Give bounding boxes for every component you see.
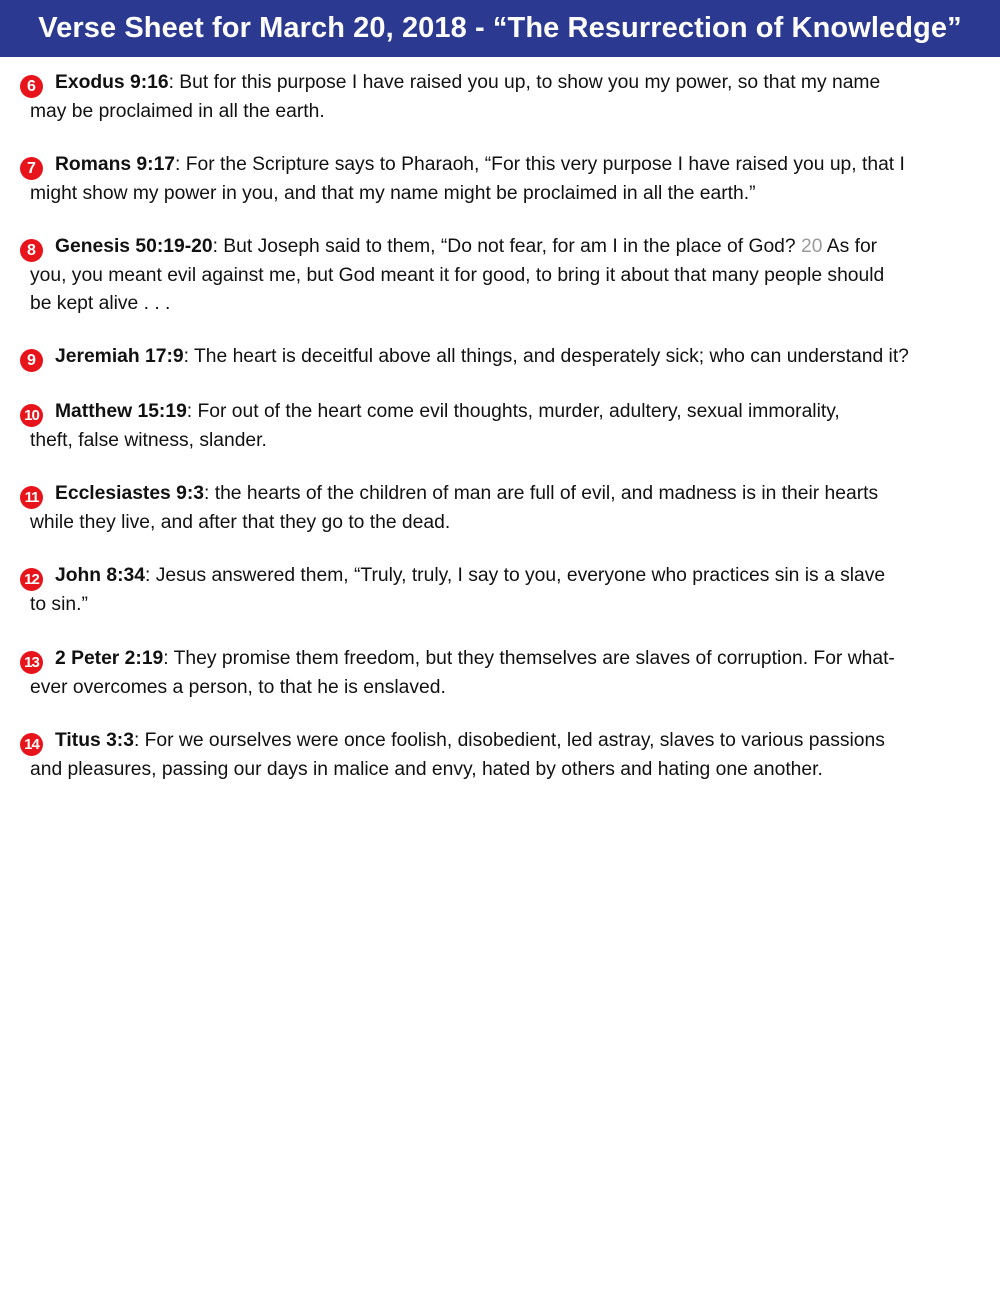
verse-text-continued: might show my power in you, and that my name might be proclaimed in all the earth.” bbox=[30, 183, 756, 204]
verse-text: As for bbox=[822, 236, 878, 257]
verse-reference: Jeremiah 17:9 bbox=[55, 346, 184, 367]
verse-text: : the hearts of the children of man are full of evil, and madness is in their hearts bbox=[204, 483, 879, 504]
verse-item bbox=[20, 343, 980, 372]
verse-reference: Titus 3:3 bbox=[55, 730, 134, 751]
verse-item bbox=[20, 645, 980, 702]
verse-item bbox=[20, 727, 980, 784]
inline-verse-number: 20 bbox=[800, 236, 823, 257]
verse-item bbox=[20, 480, 980, 537]
verse-text: : For we ourselves were once foolish, disobedient, led astray, slaves to various passions bbox=[133, 730, 885, 751]
verse-number-badge: 14 bbox=[20, 733, 43, 756]
verse-text-continued: theft, false witness, slander. bbox=[30, 430, 267, 451]
verse-item bbox=[20, 562, 980, 619]
verse-reference: Romans 9:17 bbox=[55, 154, 176, 175]
verse-text: : But for this purpose I have raised you up, to show you my power, so that my name bbox=[168, 72, 881, 93]
verse-reference: Ecclesiastes 9:3 bbox=[55, 483, 205, 504]
verse-text-continued: you, you meant evil against me, but God meant it for good, to bring it about that many people should bbox=[30, 265, 885, 286]
verse-number-badge: 11 bbox=[20, 486, 43, 509]
verse-reference: Exodus 9:16 bbox=[55, 72, 169, 93]
verse-text: : For the Scripture says to Pharaoh, “For this very purpose I have raised you up, that I bbox=[175, 154, 905, 175]
verse-text: : Jesus answered them, “Truly, truly, I say to you, everyone who practices sin is a slave bbox=[145, 565, 886, 586]
verse-number-badge: 10 bbox=[20, 404, 43, 427]
verse-item bbox=[20, 69, 980, 126]
verse-text: : They promise them freedom, but they themselves are slaves of corruption. For what- bbox=[163, 648, 895, 669]
verse-number-badge: 9 bbox=[20, 349, 43, 372]
verse-text-continued: and pleasures, passing our days in malice and envy, hated by others and hating one another. bbox=[30, 759, 823, 780]
verse-number-badge: 7 bbox=[20, 157, 43, 180]
verse-reference: Matthew 15:19 bbox=[55, 401, 187, 422]
verse-reference: 2 Peter 2:19 bbox=[55, 648, 164, 669]
verse-text-continued: while they live, and after that they go to the dead. bbox=[30, 512, 451, 533]
verse-text-continued: may be proclaimed in all the earth. bbox=[30, 101, 325, 122]
verse-number-badge: 12 bbox=[20, 568, 43, 591]
verse-reference: Genesis 50:19-20 bbox=[55, 236, 213, 257]
verse-text: : But Joseph said to them, “Do not fear, for am I in the place of God? bbox=[212, 236, 801, 257]
verse-number-badge: 13 bbox=[20, 651, 43, 674]
verse-item bbox=[20, 398, 980, 455]
verse-number-badge: 6 bbox=[20, 75, 43, 98]
verse-number-badge: 8 bbox=[20, 239, 43, 262]
verse-reference: John 8:34 bbox=[55, 565, 146, 586]
verse-text-continued: be kept alive . . . bbox=[30, 292, 171, 314]
page-title: Verse Sheet for March 20, 2018 - “The Resurrection of Knowledge” bbox=[0, 0, 1000, 57]
verse-text-continued: to sin.” bbox=[30, 594, 88, 615]
verse-text-continued: ever overcomes a person, to that he is enslaved. bbox=[30, 677, 446, 698]
verse-text: : The heart is deceitful above all things, and desperately sick; who can understand it? bbox=[183, 346, 909, 367]
verse-item bbox=[20, 151, 980, 208]
verse-item bbox=[20, 233, 980, 317]
verse-text: : For out of the heart come evil thoughts, murder, adultery, sexual immorality, bbox=[186, 401, 840, 422]
